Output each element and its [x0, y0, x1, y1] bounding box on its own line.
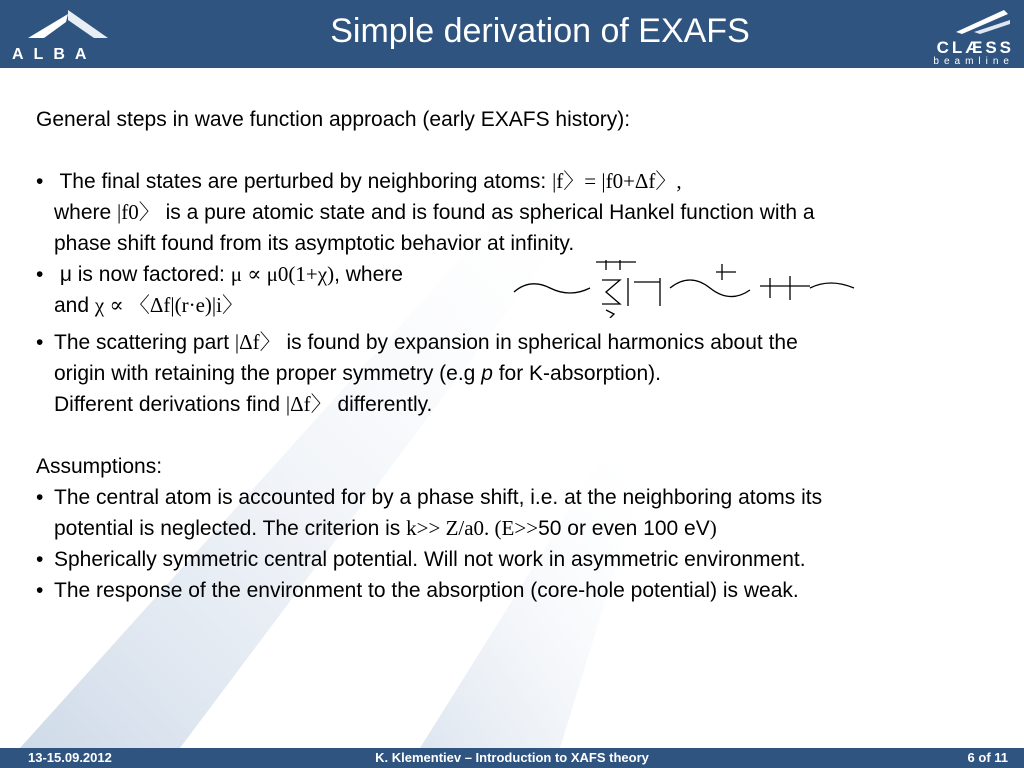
assumptions-heading: Assumptions:	[36, 455, 163, 478]
formula-f: |f〉= |f0+Δf〉,	[552, 169, 682, 193]
alba-swoosh-icon	[8, 8, 128, 48]
claess-swoosh-icon	[896, 6, 1016, 40]
alba-logo	[8, 8, 128, 63]
claess-logo-text: CLÆSS	[936, 38, 1014, 57]
bullet-final-states: • The final states are perturbed by neighboring atoms: |f〉= |f0+Δf〉,	[36, 169, 682, 193]
garbled-formula-image	[510, 258, 860, 318]
alba-logo-text: ALBA	[12, 46, 97, 63]
intro-text: General steps in wave function approach (early EXAFS history):	[36, 108, 631, 131]
footer-bar	[0, 748, 1024, 768]
slide-title: Simple derivation of EXAFS	[330, 12, 750, 50]
formula-delta-f: |Δf〉	[234, 330, 281, 354]
claess-logo-subtext: beamline	[933, 56, 1014, 67]
formula-criterion: k>> Z/a0. (E>>	[406, 516, 539, 540]
assumption-response: • The response of the environment to the absorption (core-hole potential) is weak.	[36, 579, 799, 602]
formula-mu: μ ∝ μ0(1+χ)	[230, 262, 335, 286]
bullet-scattering-part: • The scattering part |Δf〉 is found by expansion in spherical harmonics about the	[36, 330, 798, 354]
footer-date: 13-15.09.2012	[28, 750, 112, 765]
formula-f0: |f0〉	[117, 200, 160, 224]
formula-chi: χ ∝ 〈Δf|(r·e)|i〉	[94, 293, 243, 317]
footer-page-number: 6 of 11	[967, 750, 1008, 765]
footer-title: K. Klementiev – Introduction to XAFS theory	[375, 750, 649, 765]
assumption-symmetric-potential: • Spherically symmetric central potential. Will not work in asymmetric environment.	[36, 548, 806, 571]
bullet-mu-factored: • μ is now factored: μ ∝ μ0(1+χ), where	[36, 262, 403, 286]
claess-logo	[896, 6, 1016, 67]
slide-body: General steps in wave function approach (early EXAFS history): • The final states are perturbed by neighboring atoms: |f〉= |f0+Δf〉, where |f0〉 is a pure atomic state and is found as spherical Hankel function with a phase shift found from its asymptotic behavior at infinity. • μ is now factored: μ ∝ μ0(1+χ), where and χ ∝ 〈Δf|(r·e)|i〉 • The scattering part |Δf〉 is found by expansion in spherical harmonics about the origin with retaining the proper symmetry (e.g p for K-absorption). Different derivations find |Δf〉 differently. Assumptions: • The central atom is accounted for by a phase shift, i.e. at the neighboring atoms its potential is neglected. The criterion is k>> Z/a0. (E>>50 or even 100 eV) • Spherically symmetric central potential. Will not work in asymmetric environment. • The response of the environment to the absorption (core-hole potential) is weak.	[36, 104, 996, 606]
header-bar	[0, 0, 1024, 68]
assumption-central-atom: • The central atom is accounted for by a phase shift, i.e. at the neighboring atoms its	[36, 486, 823, 509]
